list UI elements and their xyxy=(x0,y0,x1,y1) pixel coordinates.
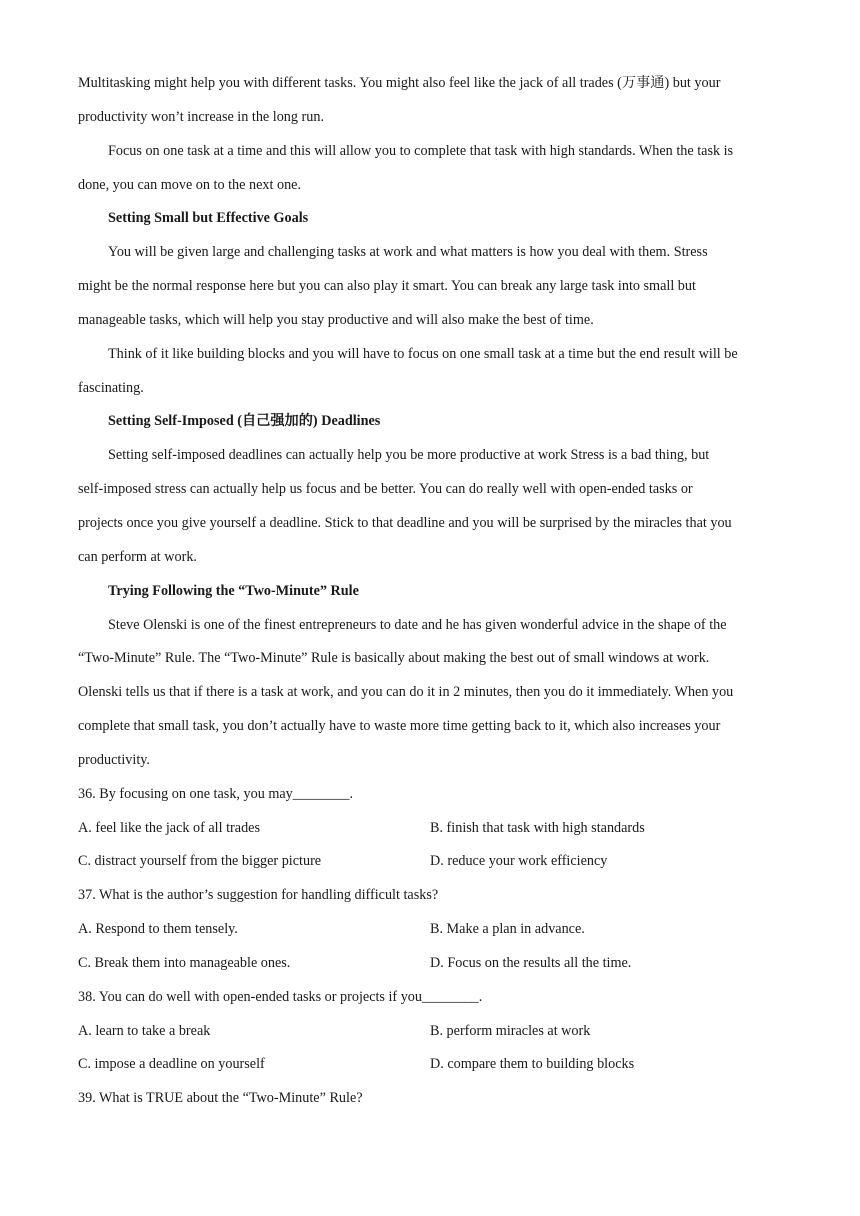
question-block xyxy=(78,1082,788,1116)
questions xyxy=(78,778,788,1116)
option-row xyxy=(78,913,788,947)
passage-line: complete that small task, you don’t actually have to waste more time getting back to it, which also increases your xyxy=(78,718,721,735)
answer-option: D. reduce your work efficiency xyxy=(430,853,608,870)
answer-option: A. learn to take a break xyxy=(78,1022,211,1039)
answer-option: C. distract yourself from the bigger picture xyxy=(78,853,322,870)
passage-line: productivity. xyxy=(78,751,150,768)
option-row xyxy=(78,1048,788,1082)
section-heading: Setting Small but Effective Goals xyxy=(108,210,309,227)
question-stem: 36. By focusing on one task, you may________. xyxy=(78,785,354,802)
passage-line: can perform at work. xyxy=(78,548,197,565)
passage-line: “Two-Minute” Rule. The “Two-Minute” Rule is basically about making the best out of small windows at work. xyxy=(78,650,710,667)
answer-option: A. Respond to them tensely. xyxy=(78,921,238,938)
answer-option: A. feel like the jack of all trades xyxy=(78,819,260,836)
passage-line: Focus on one task at a time and this will allow you to complete that task with high standards. When the task is xyxy=(108,142,734,159)
option-row xyxy=(78,845,788,879)
question-block xyxy=(78,778,788,880)
question-block xyxy=(78,879,788,981)
passage-line: You will be given large and challenging tasks at work and what matters is how you deal with them. Stress xyxy=(108,244,708,261)
passage-line: done, you can move on to the next one. xyxy=(78,176,302,193)
section-heading: Setting Self-Imposed (自己强加的) Deadlines xyxy=(108,413,381,430)
passage-line: might be the normal response here but you can also play it smart. You can break any large task into small but xyxy=(78,278,696,295)
passage-line: Olenski tells us that if there is a task at work, and you can do it in 2 minutes, then you do it immediately. When you xyxy=(78,684,734,701)
question-block xyxy=(78,981,788,1083)
passage-line: Setting self-imposed deadlines can actually help you be more productive at work Stress is a bad thing, but xyxy=(108,447,710,464)
passage-line: projects once you give yourself a deadline. Stick to that deadline and you will be surprised by the miracles that you xyxy=(78,514,732,531)
option-row xyxy=(78,947,788,981)
option-row xyxy=(78,1015,788,1049)
section-heading: Trying Following the “Two-Minute” Rule xyxy=(108,582,359,599)
answer-option: C. Break them into manageable ones. xyxy=(78,954,291,971)
question-stem: 37. What is the author’s suggestion for handling difficult tasks? xyxy=(78,887,439,904)
answer-option: B. Make a plan in advance. xyxy=(430,921,585,938)
answer-option: D. Focus on the results all the time. xyxy=(430,954,632,971)
passage-line: fascinating. xyxy=(78,379,144,396)
answer-option: B. finish that task with high standards xyxy=(430,819,645,836)
passage-line: manageable tasks, which will help you stay productive and will also make the best of time. xyxy=(78,311,594,328)
answer-option: C. impose a deadline on yourself xyxy=(78,1056,265,1073)
option-row xyxy=(78,812,788,846)
passage-line: Steve Olenski is one of the finest entrepreneurs to date and he has given wonderful advice in the shape of the xyxy=(108,616,727,633)
passage-line: Think of it like building blocks and you will have to focus on one small task at a time but the end result will be xyxy=(108,345,738,362)
passage-line: Multitasking might help you with different tasks. You might also feel like the jack of all trades (万事通) but your xyxy=(78,75,721,91)
passage-line: self-imposed stress can actually help us focus and be better. You can do really well with open-ended tasks or xyxy=(78,481,693,498)
question-stem: 39. What is TRUE about the “Two-Minute” Rule? xyxy=(78,1090,363,1107)
answer-option: B. perform miracles at work xyxy=(430,1022,591,1039)
passage xyxy=(78,67,788,778)
document-page xyxy=(78,67,788,1116)
answer-option: D. compare them to building blocks xyxy=(430,1056,635,1073)
passage-line: productivity won’t increase in the long run. xyxy=(78,108,324,125)
question-stem: 38. You can do well with open-ended tasks or projects if you________. xyxy=(78,988,483,1005)
